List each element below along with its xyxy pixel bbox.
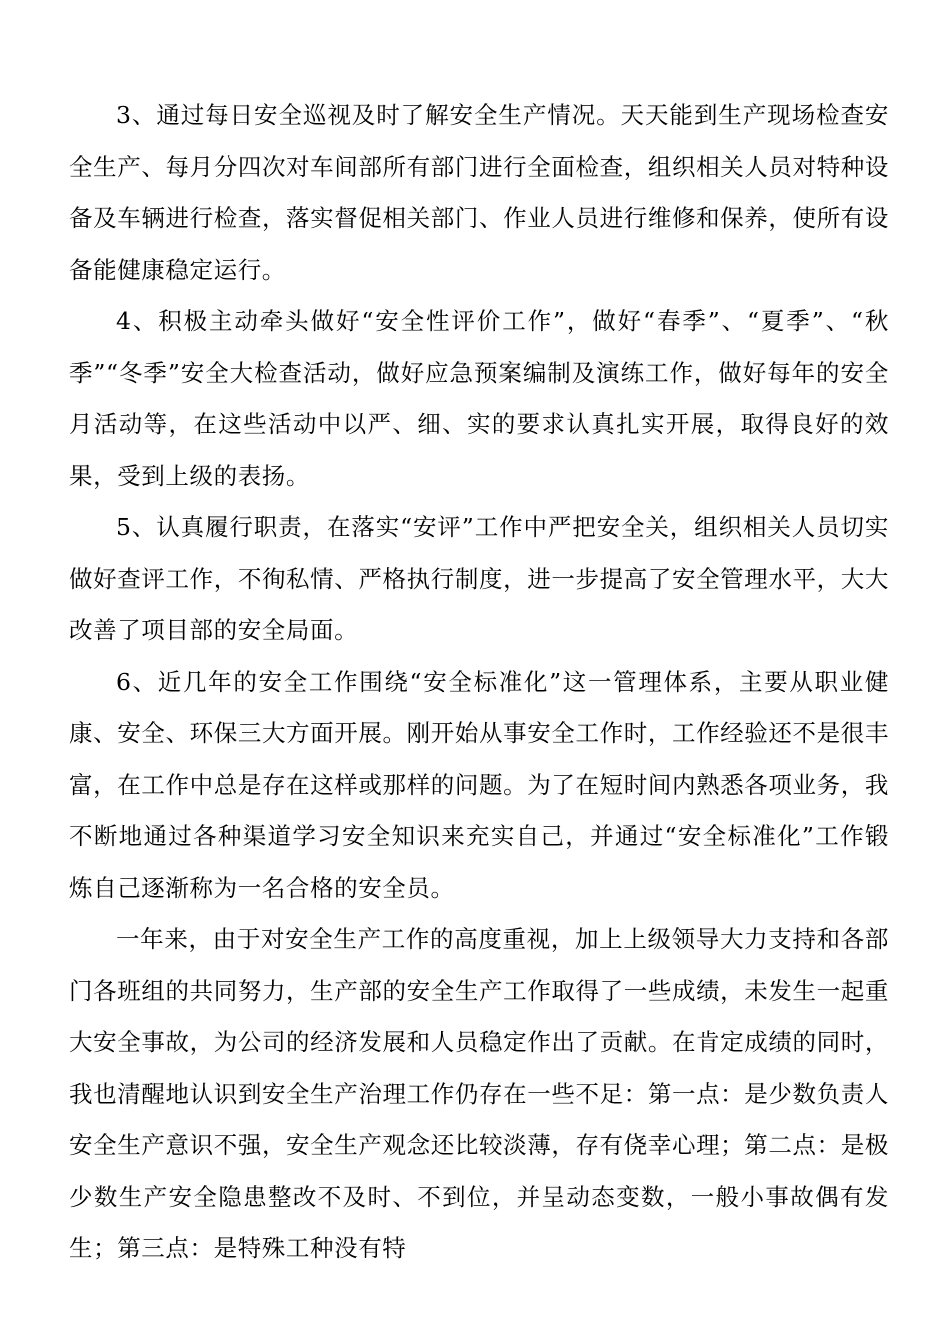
paragraph-item-6: 6、近几年的安全工作围绕“安全标准化”这一管理体系，主要从职业健康、安全、环保三大方面开展。刚开始从事安全工作时，工作经验还不是很丰富，在工作中总是存在这样或那样的问题。为了在短时间内熟悉各项业务，我不断地通过各种渠道学习安全知识来充实自己，并通过“安全标准化”工作锻炼自己逐渐称为一名合格的安全员。 — [69, 667, 889, 902]
paragraph-item-3: 3、通过每日安全巡视及时了解安全生产情况。天天能到生产现场检查安全生产、每月分四次对车间部所有部门进行全面检查，组织相关人员对特种设备及车辆进行检查，落实督促相关部门、作业人员进行维修和保养，使所有设备能健康稳定运行。 — [69, 101, 889, 284]
paragraph-item-4: 4、积极主动牵头做好“安全性评价工作”，做好“春季”、“夏季”、“秋季”“冬季”安全大检查活动，做好应急预案编制及演练工作，做好每年的安全月活动等，在这些活动中以严、细、实的要求认真扎实开展，取得良好的效果，受到上级的表扬。 — [69, 307, 889, 490]
document-body — [69, 90, 889, 1275]
paragraph-item-5: 5、认真履行职责，在落实“安评”工作中严把安全关，组织相关人员切实做好查评工作，不徇私情、严格执行制度，进一步提高了安全管理水平，大大改善了项目部的安全局面。 — [69, 513, 889, 644]
paragraph-summary: 一年来，由于对安全生产工作的高度重视，加上上级领导大力支持和各部门各班组的共同努力，生产部的安全生产工作取得了一些成绩，未发生一起重大安全事故，为公司的经济发展和人员稳定作出了贡献。在肯定成绩的同时，我也清醒地认识到安全生产治理工作仍存在一些不足：第一点：是少数负责人安全生产意识不强，安全生产观念还比较淡薄，存有侥幸心理；第二点：是极少数生产安全隐患整改不及时、不到位，并呈动态变数，一般小事故偶有发生；第三点：是特殊工种没有特 — [69, 925, 889, 1262]
